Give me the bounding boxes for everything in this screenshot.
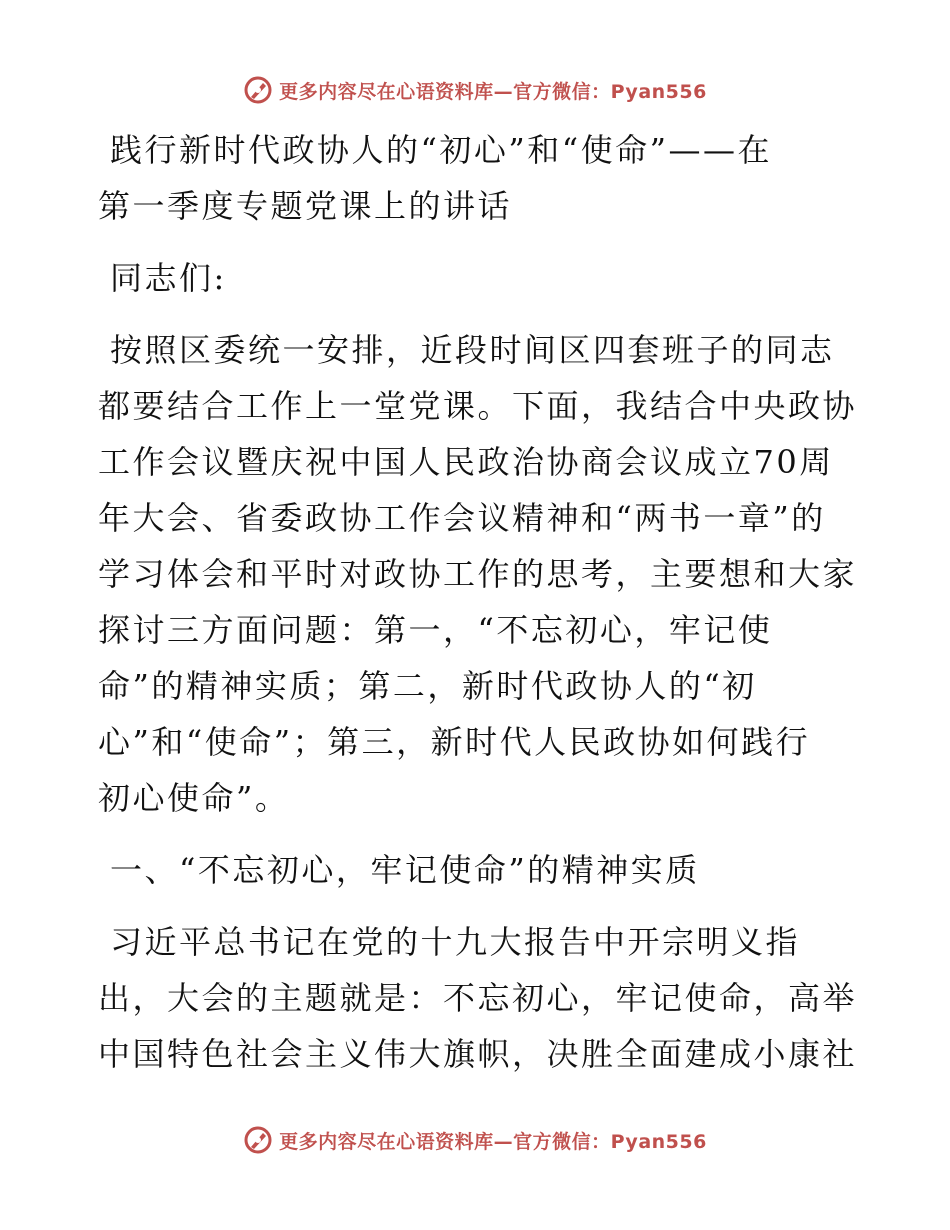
watermark-text: 更多内容尽在心语资料库—官方微信：Pyan556 xyxy=(279,1130,707,1153)
paragraph-line: 出，大会的主题就是：不忘初心，牢记使命，高举 xyxy=(98,979,858,1017)
section-heading-text: 一、“不忘初心，牢记使命”的精神实质 xyxy=(110,851,700,889)
intro-paragraph xyxy=(98,322,858,826)
footer-watermark xyxy=(0,1120,950,1160)
document-body xyxy=(98,122,858,1082)
document-title-cont xyxy=(98,178,858,234)
paragraph-line: 心”和“使命”；第三，新时代人民政协如何践行 xyxy=(98,723,811,761)
header-watermark xyxy=(0,70,950,110)
paragraph-line: 中国特色社会主义伟大旗帜，决胜全面建成小康社 xyxy=(98,1035,858,1073)
paragraph-line: 初心使命”。 xyxy=(98,779,290,817)
section-heading xyxy=(98,842,858,898)
title-line: 第一季度专题党课上的讲话 xyxy=(98,187,513,225)
paragraph-line: 学习体会和平时对政协工作的思考，主要想和大家 xyxy=(98,555,858,593)
body-paragraph xyxy=(98,914,858,1082)
title-line: 践行新时代政协人的“初心”和“使命”——在 xyxy=(110,131,772,169)
salutation xyxy=(98,250,858,306)
paragraph-line: 都要结合工作上一堂党课。下面，我结合中央政协 xyxy=(98,387,858,425)
watermark-text: 更多内容尽在心语资料库—官方微信：Pyan556 xyxy=(279,80,707,103)
paragraph-line: 工作会议暨庆祝中国人民政治协商会议成立70周 xyxy=(98,443,834,481)
paragraph-line: 命”的精神实质；第二，新时代政协人的“初 xyxy=(98,667,757,705)
paragraph-line: 年大会、省委政协工作会议精神和“两书一章”的 xyxy=(98,499,826,537)
document-title xyxy=(98,122,858,178)
pen-logo-icon xyxy=(243,1125,273,1155)
paragraph-line: 按照区委统一安排，近段时间区四套班子的同志 xyxy=(110,331,835,369)
pen-logo-icon xyxy=(243,75,273,105)
paragraph-line: 习近平总书记在党的十九大报告中开宗明义指 xyxy=(110,923,801,961)
paragraph-line: 探讨三方面问题：第一，“不忘初心，牢记使 xyxy=(98,611,773,649)
salutation-text: 同志们: xyxy=(110,259,227,297)
